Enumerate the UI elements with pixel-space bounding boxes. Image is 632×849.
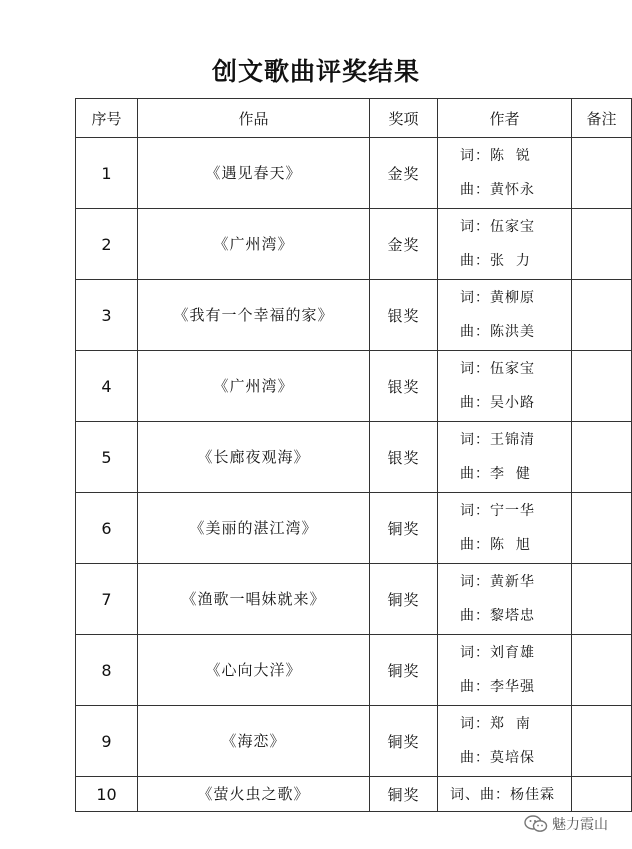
row-author: [438, 635, 572, 706]
row-author: [438, 280, 572, 351]
lyricist: 词：黄柳原: [460, 290, 535, 306]
composer: 曲：吴小路: [460, 395, 535, 411]
table-row: [76, 564, 632, 635]
header-row: [76, 99, 632, 138]
table-row: [76, 706, 632, 777]
lyricist: 词：王锦清: [460, 432, 535, 448]
composer: 曲：陈洪美: [460, 324, 535, 340]
row-work: 《我有一个幸福的家》: [138, 280, 370, 351]
lyricist: 词：郑 南: [460, 716, 531, 732]
row-note: [572, 280, 632, 351]
row-work: 《萤火虫之歌》: [138, 777, 370, 812]
row-award: 银奖: [370, 280, 438, 351]
row-number: 4: [76, 351, 138, 422]
composer: 曲：李 健: [460, 466, 531, 482]
row-note: [572, 351, 632, 422]
table-row: [76, 280, 632, 351]
header-note: 备注: [572, 99, 632, 138]
row-award: 银奖: [370, 351, 438, 422]
lyricist: 词：宁一华: [460, 503, 535, 519]
composer: 曲：莫培保: [460, 750, 535, 766]
results-table: [75, 98, 632, 812]
row-number: 5: [76, 422, 138, 493]
header-work: 作品: [138, 99, 370, 138]
row-note: [572, 493, 632, 564]
row-work: 《长廊夜观海》: [138, 422, 370, 493]
wechat-icon: [524, 815, 548, 833]
composer: 曲：张 力: [460, 253, 531, 269]
row-number: 9: [76, 706, 138, 777]
row-number: 6: [76, 493, 138, 564]
row-work: 《广州湾》: [138, 209, 370, 280]
row-number: 1: [76, 138, 138, 209]
row-note: [572, 706, 632, 777]
row-number: 8: [76, 635, 138, 706]
row-award: 铜奖: [370, 635, 438, 706]
row-author: [438, 351, 572, 422]
row-author: [438, 209, 572, 280]
row-author: [438, 493, 572, 564]
lyricist: 词：伍家宝: [460, 361, 535, 377]
row-author: 词、曲：杨佳霖: [438, 777, 572, 812]
lyricist: 词：伍家宝: [460, 219, 535, 235]
table-row: [76, 422, 632, 493]
composer: 曲：陈 旭: [460, 537, 531, 553]
row-number: 3: [76, 280, 138, 351]
row-note: [572, 564, 632, 635]
row-author: [438, 564, 572, 635]
row-author: [438, 422, 572, 493]
row-note: [572, 777, 632, 812]
row-award: 金奖: [370, 209, 438, 280]
lyricist: 词：刘育雄: [460, 645, 535, 661]
row-award: 铜奖: [370, 777, 438, 812]
row-number: 2: [76, 209, 138, 280]
header-number: 序号: [76, 99, 138, 138]
row-work: 《广州湾》: [138, 351, 370, 422]
table-row: [76, 209, 632, 280]
row-note: [572, 422, 632, 493]
row-work: 《美丽的湛江湾》: [138, 493, 370, 564]
composer: 曲：黄怀永: [460, 182, 535, 198]
row-number: 7: [76, 564, 138, 635]
row-note: [572, 138, 632, 209]
row-number: 10: [76, 777, 138, 812]
row-author: [438, 138, 572, 209]
composer: 曲：黎塔忠: [460, 608, 535, 624]
lyricist: 词：黄新华: [460, 574, 535, 590]
table-row: [76, 777, 632, 812]
table-row: [76, 138, 632, 209]
row-author: [438, 706, 572, 777]
row-award: 金奖: [370, 138, 438, 209]
page-title: 创文歌曲评奖结果: [211, 57, 420, 86]
watermark-text: 魅力霞山: [552, 817, 608, 833]
row-award: 银奖: [370, 422, 438, 493]
composer: 曲：李华强: [460, 679, 535, 695]
wechat-watermark: [524, 814, 608, 834]
row-work: 《海恋》: [138, 706, 370, 777]
row-work: 《遇见春天》: [138, 138, 370, 209]
table-row: [76, 493, 632, 564]
lyricist: 词：陈 锐: [460, 148, 531, 164]
row-award: 铜奖: [370, 564, 438, 635]
row-note: [572, 635, 632, 706]
row-award: 铜奖: [370, 493, 438, 564]
header-award: 奖项: [370, 99, 438, 138]
row-work: 《渔歌一唱妹就来》: [138, 564, 370, 635]
header-author: 作者: [438, 99, 572, 138]
row-work: 《心向大洋》: [138, 635, 370, 706]
row-award: 铜奖: [370, 706, 438, 777]
table-row: [76, 351, 632, 422]
table-row: [76, 635, 632, 706]
row-note: [572, 209, 632, 280]
